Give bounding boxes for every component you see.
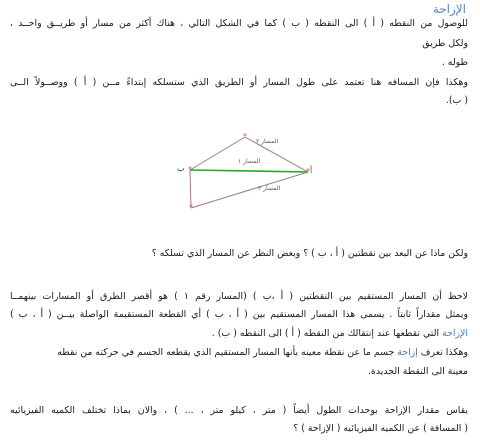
para4-line1: [10, 346, 468, 359]
path3-line-b: [191, 172, 308, 208]
para4-line1-end: جسم ما عن نقطة معينه بأنها المسار المستقيم الذي يقطعه الجسم في حركته من نقطه: [57, 347, 398, 358]
point-marker: *: [189, 203, 193, 212]
question-line: ولكن ماذا عن البعد بين نقطتين ( أ ، ب ) ؟ وبغض النظر عن المسار الذي تسلكه ؟: [151, 248, 468, 259]
term-displacement-2: إزاحة: [397, 347, 418, 358]
point-b-label: ب: [177, 164, 185, 173]
path1-line: [190, 137, 245, 170]
path2-label: المسار ١: [238, 158, 261, 165]
para5-line2: ( المسافة ) عن الكميه الفيزيائيه ( الإزاحة ) ؟: [293, 423, 468, 434]
para1-line2: ولكل طريق: [422, 38, 468, 49]
para4-line1-start: وهكذا تعرف: [417, 347, 468, 358]
point-marker: *: [306, 167, 310, 176]
term-displacement: الإزاحة: [442, 328, 468, 339]
para1-line3: طوله .: [441, 57, 468, 68]
point-a-label: أ: [310, 166, 313, 175]
point-marker: *: [243, 132, 247, 141]
para3-line3: [10, 327, 468, 340]
point-marker: *: [188, 165, 192, 174]
paths-figure: [160, 128, 335, 218]
para1-line1: للوصول من النقطه ( أ ) الى النقطه ( ب ) كما في الشكل التالي ، هناك أكثر من مسار أو طريــق واحــد ،: [10, 18, 468, 29]
path3-label: المسار ٣: [258, 185, 281, 192]
para3-line3-text: التي تقطعها عند إنتقالك من النقطه ( أ ) الى النقطه ( ب) .: [211, 328, 443, 339]
para2-line1: وهكذا فإن المسافه هنا تعتمد على طول المسار أو الطريق الذي ستسلكه إبتداءً مــن ( أ ) ووصــولاً الــى: [10, 77, 468, 88]
para4-line2: معينة الى النقطة الجديدة.: [367, 366, 468, 377]
path1-label: المسار ٢: [256, 138, 279, 145]
para5-line1: يقاس مقدار الإزاحة بوحدات الطول أيضاً ( متر ، كيلو متر ، ... ) ، والان بماذا تختلف الكميه الفيزيائيه: [10, 405, 468, 416]
para2-line2: ( ب).: [445, 95, 468, 106]
para3-line2: ويمثل مقداراً ثابتاً . يسمى هذا المسار المستقيم بين ( أ ، ب ) أي القطعة المستقيمة الواصلة بيــن ( أ ، ب ): [10, 309, 468, 320]
para3-line1: لاحظ أن المسار المستقيم بين النقطتين ( أ ،ب ) (المسار رقم ١ ) هو أقصر الطرق أو المسارات بينهمــا: [10, 291, 469, 302]
paths-diagram: [160, 128, 335, 218]
path2-line: [190, 170, 308, 172]
heading: الإزاحة: [432, 2, 466, 16]
